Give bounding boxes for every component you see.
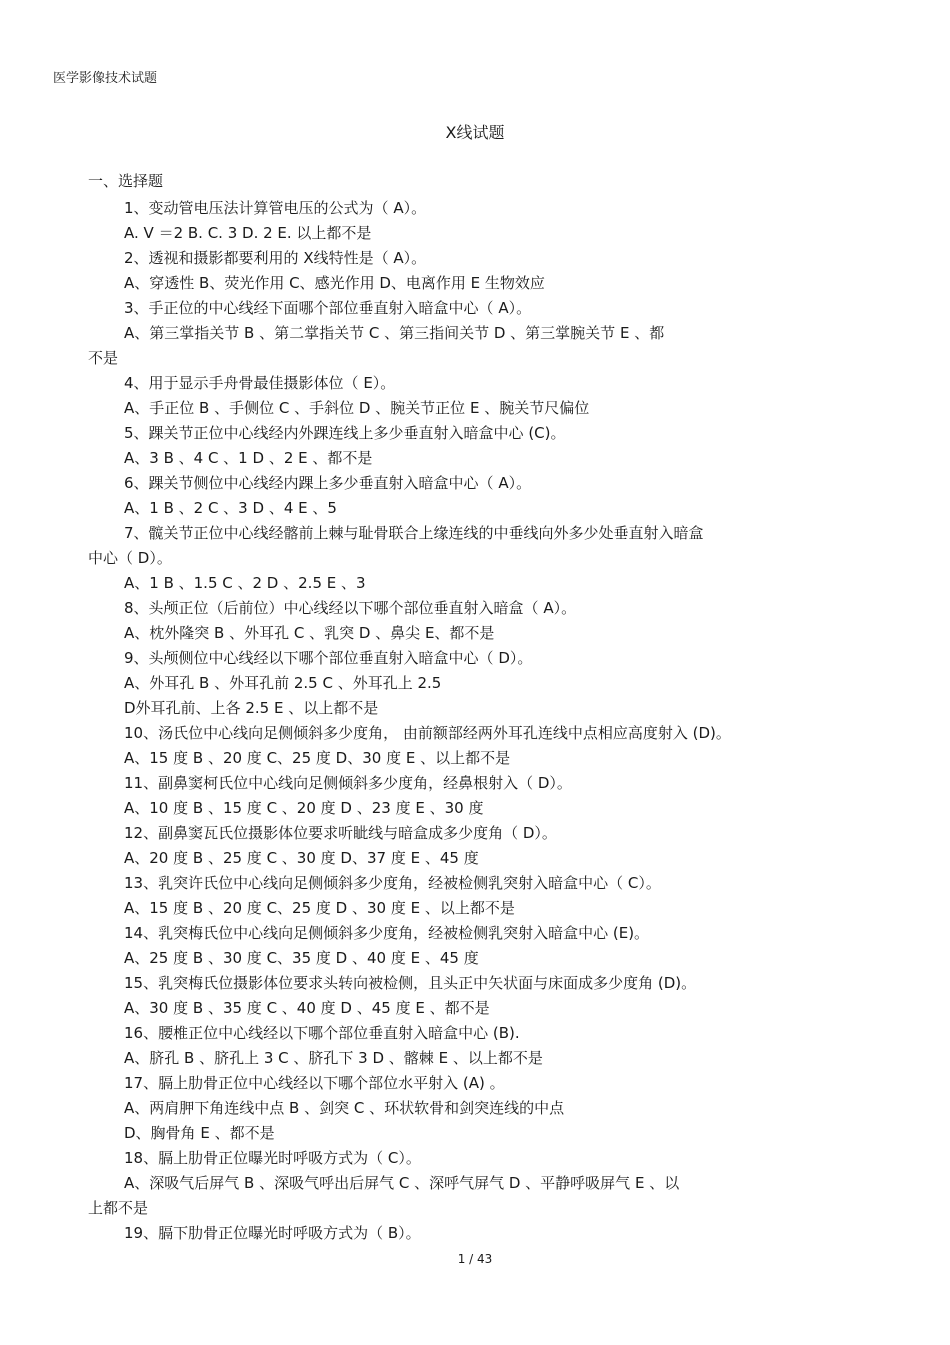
text-line: 1、变动管电压法计算管电压的公式为（ A）。 <box>124 199 427 217</box>
text-line: 18、膈上肋骨正位曝光时呼吸方式为（ C）。 <box>124 1149 421 1167</box>
text-line: A、10 度 B 、15 度 C 、20 度 D 、23 度 E 、30 度 <box>124 799 484 817</box>
text-line: 17、膈上肋骨正位中心线经以下哪个部位水平射入 (A) 。 <box>124 1074 505 1092</box>
text-line: A、15 度 B 、20 度 C、25 度 D、30 度 E 、以上都不是 <box>124 749 511 767</box>
text-line: 15、乳突梅氏位摄影体位要求头转向被检侧，且头正中矢状面与床面成多少度角 (D)。 <box>124 974 697 992</box>
text-line: A、外耳孔 B 、外耳孔前 2.5 C 、外耳孔上 2.5 <box>124 674 442 692</box>
text-line: A、脐孔 B 、脐孔上 3 C 、脐孔下 3 D 、髂棘 E 、以上都不是 <box>124 1049 543 1067</box>
text-line: A、深吸气后屏气 B 、深吸气呼出后屏气 C 、深呼气屏气 D 、平静呼吸屏气 E 、以 <box>124 1174 680 1192</box>
text-line: 5、踝关节正位中心线经内外踝连线上多少垂直射入暗盒中心 (C)。 <box>124 424 566 442</box>
text-line: 13、乳突许氏位中心线向足侧倾斜多少度角，经被检侧乳突射入暗盒中心（ C）。 <box>124 874 661 892</box>
text-line: A、3 B 、4 C 、1 D 、2 E 、都不是 <box>124 449 373 467</box>
text-line: A、20 度 B 、25 度 C 、30 度 D、37 度 E 、45 度 <box>124 849 479 867</box>
text-line: A、25 度 B 、30 度 C、35 度 D 、40 度 E 、45 度 <box>124 949 479 967</box>
text-line: 中心（ D）。 <box>88 549 172 567</box>
question-list <box>88 196 873 1246</box>
text-line: 7、髋关节正位中心线经髂前上棘与耻骨联合上缘连线的中垂线向外多少处垂直射入暗盒 <box>124 524 704 542</box>
document-header: 医学影像技术试题 <box>53 71 158 86</box>
text-line: A、手正位 B 、手侧位 C 、手斜位 D 、腕关节正位 E 、腕关节尺偏位 <box>124 399 590 417</box>
text-line: 12、副鼻窦瓦氏位摄影体位要求听眦线与暗盒成多少度角（ D）。 <box>124 824 557 842</box>
text-line: 3、手正位的中心线经下面哪个部位垂直射入暗盒中心（ A）。 <box>124 299 532 317</box>
text-line: A、1 B 、2 C 、3 D 、4 E 、5 <box>124 499 337 517</box>
text-line: 10、汤氏位中心线向足侧倾斜多少度角， 由前额部经两外耳孔连线中点相应高度射入 (D)。 <box>124 724 731 742</box>
text-line: A、第三掌指关节 B 、第二掌指关节 C 、第三指间关节 D 、第三掌腕关节 E 、都 <box>124 324 665 342</box>
text-line: 4、用于显示手舟骨最佳摄影体位（ E）。 <box>124 374 396 392</box>
text-line: A、30 度 B 、35 度 C 、40 度 D 、45 度 E 、都不是 <box>124 999 490 1017</box>
text-line: 19、膈下肋骨正位曝光时呼吸方式为（ B）。 <box>124 1224 421 1242</box>
text-line: 上都不是 <box>88 1199 149 1217</box>
section-heading: 一、选择题 <box>88 172 164 190</box>
text-line: 14、乳突梅氏位中心线向足侧倾斜多少度角，经被检侧乳突射入暗盒中心 (E)。 <box>124 924 650 942</box>
page-number: 1 / 43 <box>457 1252 493 1266</box>
text-line: D、胸骨角 E 、都不是 <box>124 1124 275 1142</box>
text-line: 6、踝关节侧位中心线经内踝上多少垂直射入暗盒中心（ A）。 <box>124 474 532 492</box>
text-line: 不是 <box>88 349 119 367</box>
text-line: 2、透视和摄影都要利用的 X线特性是（ A）。 <box>124 249 427 267</box>
text-line: 11、副鼻窦柯氏位中心线向足侧倾斜多少度角，经鼻根射入（ D）。 <box>124 774 572 792</box>
text-line: D外耳孔前、上各 2.5 E 、以上都不是 <box>124 699 379 717</box>
text-line: 9、头颅侧位中心线经以下哪个部位垂直射入暗盒中心（ D）。 <box>124 649 533 667</box>
document-title: X线试题 <box>445 123 505 142</box>
text-line: A. V ＝2 B. C. 3 D. 2 E. 以上都不是 <box>124 224 372 242</box>
text-line: A、1 B 、1.5 C 、2 D 、2.5 E 、3 <box>124 574 366 592</box>
text-line: A、两肩胛下角连线中点 B 、剑突 C 、环状软骨和剑突连线的中点 <box>124 1099 565 1117</box>
text-line: A、15 度 B 、20 度 C、25 度 D 、30 度 E 、以上都不是 <box>124 899 515 917</box>
text-line: 8、头颅正位（后前位）中心线经以下哪个部位垂直射入暗盒（ A）。 <box>124 599 577 617</box>
text-line: 16、腰椎正位中心线经以下哪个部位垂直射入暗盒中心 (B). <box>124 1024 520 1042</box>
text-line: A、枕外隆突 B 、外耳孔 C 、乳突 D 、鼻尖 E、都不是 <box>124 624 495 642</box>
text-line: A、穿透性 B、荧光作用 C、感光作用 D、电离作用 E 生物效应 <box>124 274 545 292</box>
